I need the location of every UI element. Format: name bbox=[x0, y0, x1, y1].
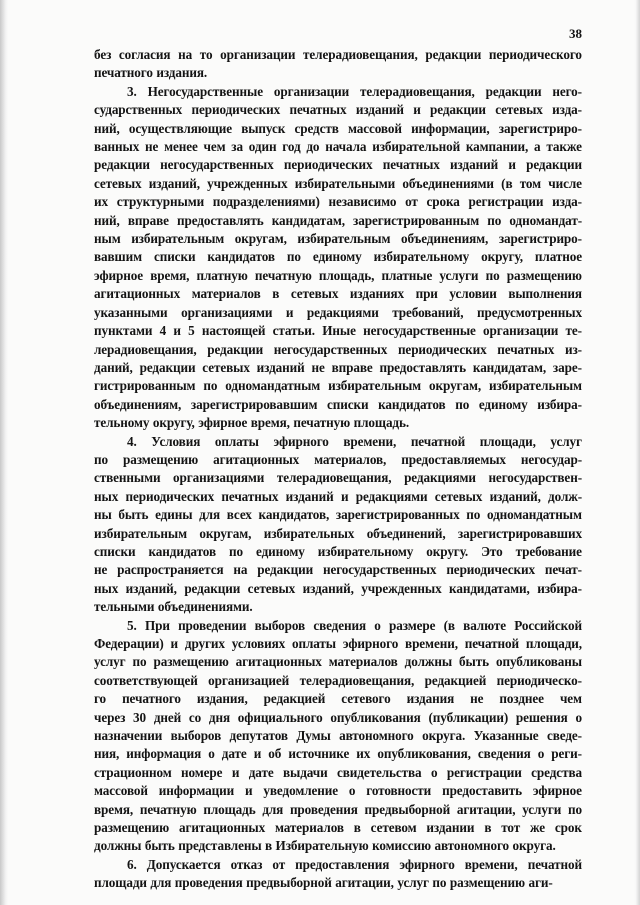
text-line: редакции негосударственных периодических печатных изданий и редакции bbox=[94, 157, 582, 173]
text-line: агитационных материалов в сетевых изданиях при условии выполнения bbox=[94, 286, 582, 302]
text-line: соответствующей организацией телерадиовещания, редакцией периодическо- bbox=[94, 672, 582, 688]
text-line: услуг по размещению агитационных материалов должны быть опубликованы bbox=[94, 654, 582, 670]
paragraph bbox=[94, 617, 582, 856]
text-line: Федерации) и других условиях оплаты эфирного времени, печатной площади, bbox=[94, 636, 582, 651]
text-line: должны быть представлены в Избирательную комиссию автономного округа. bbox=[94, 838, 556, 854]
text-line: эфирное время, платную печатную площадь, платные услуги по размещению bbox=[94, 267, 582, 283]
scan-edge-left bbox=[0, 0, 8, 905]
scan-edge-right bbox=[634, 0, 640, 905]
text-line: печатного издания. bbox=[94, 65, 208, 81]
text-line: го печатного издания, редакцией сетевого издания не позднее чем bbox=[94, 691, 582, 707]
text-line: их структурными подразделениями) независимо от срока регистрации изда- bbox=[94, 194, 582, 210]
text-line: объединениям, зарегистрировавшим списки кандидатов по единому избира- bbox=[94, 396, 582, 412]
paragraph bbox=[94, 433, 582, 617]
text-line: ний, вправе предоставлять кандидатам, зарегистрированным по одномандат- bbox=[94, 212, 582, 228]
text-line: площади для проведения предвыборной агитации, услуг по размещению аги- bbox=[94, 875, 553, 891]
paragraph bbox=[94, 83, 582, 433]
text-line: ний, осуществляющие выпуск средств массовой информации, зарегистриро- bbox=[94, 120, 582, 136]
text-line: ванных не менее чем за один год до начала избирательной кампании, а также bbox=[94, 139, 582, 155]
text-line: через 30 дней со дня официального опубликования (публикации) решения о bbox=[94, 709, 582, 725]
text-line: сударственных периодических печатных изданий и редакции сетевых изда- bbox=[94, 102, 582, 118]
text-line: 4. Условия оплаты эфирного времени, печатной площади, услуг bbox=[127, 433, 582, 449]
text-line: по размещению агитационных материалов, предоставляемых негосудар- bbox=[94, 451, 582, 467]
text-line: ных периодических печатных изданий и редакциями сетевых изданий, долж- bbox=[94, 488, 582, 504]
text-line: ных изданий, редакции сетевых изданий, учрежденных кандидатами, избира- bbox=[94, 580, 582, 596]
text-line: размещению агитационных материалов в сетевом издании в тот же срок bbox=[94, 820, 582, 836]
text-line: назначении выборов депутатов Думы автономного округа. Указанные сведе- bbox=[94, 728, 582, 744]
text-line: указанными организациями и редакциями требований, предусмотренных bbox=[94, 304, 582, 320]
text-line: пунктами 4 и 5 настоящей статьи. Иные негосударственные организации те- bbox=[94, 323, 582, 339]
text-line: ны быть едины для всех кандидатов, зарегистрированных по одномандатным bbox=[94, 507, 582, 523]
text-line: ственными организациями телерадиовещания, редакциями негосударствен- bbox=[94, 470, 582, 486]
text-line: 3. Негосударственные организации телерадиовещания, редакции него- bbox=[127, 83, 582, 99]
text-line: избирательным округам, избирательных объединений, зарегистрировавших bbox=[94, 525, 582, 541]
text-line: 5. При проведении выборов сведения о размере (в валюте Российской bbox=[127, 617, 582, 633]
paragraph bbox=[94, 46, 582, 83]
paragraph bbox=[94, 856, 582, 893]
text-line: не распространяется на редакции негосударственных периодических печат- bbox=[94, 562, 582, 578]
document-body bbox=[94, 46, 582, 893]
text-line: страционном номере и дате выдачи свидетельства о регистрации средства bbox=[94, 764, 582, 780]
text-line: сетевых изданий, учрежденных избирательными объединениями (в том числе bbox=[94, 175, 582, 191]
text-line: время, печатную площадь для проведения предвыборной агитации, услуги по bbox=[94, 801, 582, 817]
text-line: даний, редакции сетевых изданий не вправе предоставлять кандидатам, заре- bbox=[94, 359, 582, 375]
text-line: без согласия на то организации телерадиовещания, редакции периодического bbox=[94, 47, 582, 62]
text-line: лерадиовещания, редакции негосударственных периодических печатных из- bbox=[94, 341, 582, 357]
text-line: ния, информация о дате и об источнике их опубликования, сведения о реги- bbox=[94, 746, 582, 762]
text-line: тельному округу, эфирное время, печатную площадь. bbox=[94, 415, 410, 431]
text-line: гистрированным по одномандатным избирательным округам, избирательным bbox=[94, 378, 582, 394]
text-line: вавшим списки кандидатов по единому избирательному округу, платное bbox=[94, 249, 582, 265]
text-line: списки кандидатов по единому избирательному округу. Это требование bbox=[94, 543, 582, 559]
text-line: 6. Допускается отказ от предоставления эфирного времени, печатной bbox=[127, 856, 582, 872]
text-line: массовой информации и уведомление о готовности предоставить эфирное bbox=[94, 783, 582, 799]
text-line: ным избирательным округам, избирательным объединениям, зарегистриро- bbox=[94, 231, 582, 247]
text-line: тельными объединениями. bbox=[94, 599, 253, 615]
page-number: 38 bbox=[569, 26, 582, 41]
